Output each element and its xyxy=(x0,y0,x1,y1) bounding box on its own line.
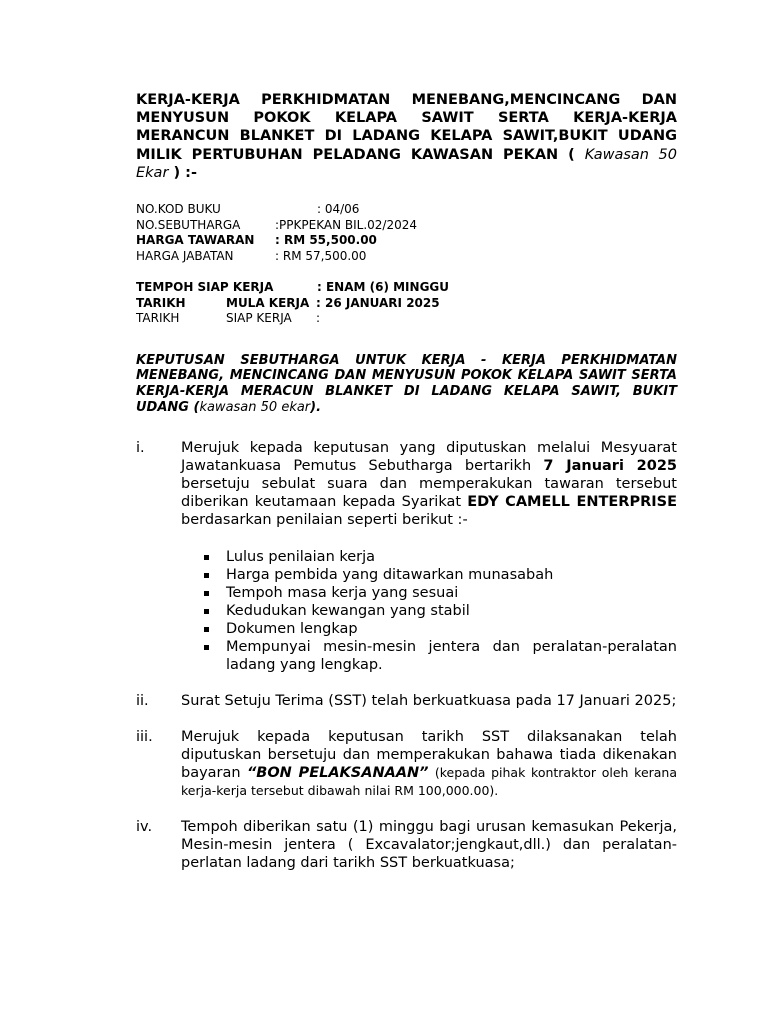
meeting-date: 7 Januari 2025 xyxy=(543,458,677,475)
sebutharga-value: :PPKPEKAN BIL.02/2024 xyxy=(275,217,417,232)
criteria-item xyxy=(181,602,677,620)
criteria-item xyxy=(181,584,677,602)
mula-kerja-value: : 26 JANUARI 2025 xyxy=(316,295,440,310)
item-number: iii. xyxy=(136,729,153,746)
item-ii-text: Surat Setuju Terima (SST) telah berkuatkuasa pada 17 Januari 2025; xyxy=(181,693,677,710)
info-row-harga-tawaran xyxy=(136,233,677,249)
harga-tawaran-value: : RM 55,500.00 xyxy=(275,233,377,248)
criteria-text: Dokumen lengkap xyxy=(226,621,358,638)
siap-kerja-label: SIAP KERJA xyxy=(226,311,292,326)
harga-jabatan-value: : RM 57,500.00 xyxy=(275,248,367,263)
siap-kerja-value: : xyxy=(316,311,321,326)
square-bullet-icon xyxy=(204,609,209,614)
tarikh-label: TARIKH xyxy=(136,295,186,310)
criteria-text: Mempunyai mesin-mesin jentera dan peralatan-peralatan ladang yang lengkap. xyxy=(226,639,677,674)
title-end-text: ) :- xyxy=(173,164,197,181)
item-iii-text-1: Merujuk kepada keputusan tarikh SST dilaksanakan telah diputuskan bersetuju dan memperakukan bahawa tiada dikenakan bayaran xyxy=(181,729,677,782)
info-row-sebutharga xyxy=(136,218,677,234)
document-page xyxy=(136,91,677,872)
item-iii xyxy=(136,728,677,800)
tempoh-label: TEMPOH SIAP KERJA xyxy=(136,280,274,295)
item-ii xyxy=(136,692,677,710)
criteria-item xyxy=(181,620,677,638)
decision-end-text: ). xyxy=(310,399,322,415)
square-bullet-icon xyxy=(204,555,209,560)
item-iv xyxy=(136,818,677,872)
decision-heading xyxy=(136,353,677,416)
mula-kerja-label: MULA KERJA xyxy=(226,295,310,310)
item-i-text-2: bersetuju sebulat suara dan memperakukan tawaran tersebut diberikan keutamaan kepada Syarikat xyxy=(181,476,677,511)
schedule-info-block xyxy=(136,280,677,327)
square-bullet-icon xyxy=(204,627,209,632)
tender-info-block xyxy=(136,202,677,264)
info-row-kod-buku xyxy=(136,202,677,218)
item-number: ii. xyxy=(136,693,149,710)
info-row-siap-kerja xyxy=(136,311,677,327)
criteria-text: Tempoh masa kerja yang sesuai xyxy=(226,585,459,602)
criteria-item xyxy=(181,548,677,566)
tarikh-label: TARIKH xyxy=(136,311,180,326)
info-row-tempoh xyxy=(136,280,677,296)
decision-text: KEPUTUSAN SEBUTHARGA UNTUK KERJA - KERJA PERKHIDMATAN MENEBANG, MENCINCANG DAN MENYUSUN POKOK KELAPA SAWIT SERTA KERJA-KERJA MERACUN BLANKET DI LADANG KELAPA SAWIT, BUKIT UDANG ( xyxy=(136,352,677,415)
square-bullet-icon xyxy=(204,591,209,596)
item-number: i. xyxy=(136,440,145,457)
item-i-text-3: berdasarkan penilaian seperti berikut :- xyxy=(181,512,468,529)
criteria-text: Kedudukan kewangan yang stabil xyxy=(226,603,470,620)
harga-jabatan-label: HARGA JABATAN xyxy=(136,248,234,263)
decision-area-text: kawasan 50 ekar xyxy=(199,399,311,415)
item-i xyxy=(136,439,677,674)
item-iv-text: Tempoh diberikan satu (1) minggu bagi urusan kemasukan Pekerja, Mesin-mesin jentera ( Excavalator;jengkaut,dll.) dan peralatan-perlatan ladang dari tarikh SST berkuatkuasa; xyxy=(181,819,677,872)
criteria-item xyxy=(181,638,677,674)
bon-pelaksanaan-text: “BON PELAKSANAAN” xyxy=(246,765,429,782)
item-iii-text-2: (kepada pihak kontraktor oleh kerana kerja-kerja tersebut dibawah nilai RM 100,000.00). xyxy=(181,765,678,799)
kod-buku-value: : 04/06 xyxy=(317,202,360,217)
info-row-harga-jabatan xyxy=(136,249,677,265)
criteria-list xyxy=(181,548,677,674)
decision-items xyxy=(136,439,677,872)
square-bullet-icon xyxy=(204,645,209,650)
sebutharga-label: NO.SEBUTHARGA xyxy=(136,217,241,232)
square-bullet-icon xyxy=(204,573,209,578)
item-i-text-1: Merujuk kepada keputusan yang diputuskan melalui Mesyuarat Jawatankuasa Pemutus Sebutharga bertarikh xyxy=(181,440,677,475)
company-name: EDY CAMELL ENTERPRISE xyxy=(467,494,677,511)
tempoh-value: : ENAM (6) MINGGU xyxy=(317,280,450,295)
criteria-text: Harga pembida yang ditawarkan munasabah xyxy=(226,567,554,584)
kod-buku-label: NO.KOD BUKU xyxy=(136,202,221,217)
info-row-mula-kerja xyxy=(136,296,677,312)
harga-tawaran-label: HARGA TAWARAN xyxy=(136,233,255,248)
title-main-text: KERJA-KERJA PERKHIDMATAN MENEBANG,MENCINCANG DAN MENYUSUN POKOK KELAPA SAWIT SERTA KERJA-KERJA MERANCUN BLANKET DI LADANG KELAPA SAWIT,BUKIT UDANG MILIK PERTUBUHAN PELADANG KAWASAN PEKAN ( xyxy=(136,92,677,163)
title-area-text: Kawasan 50 Ekar xyxy=(136,146,677,181)
criteria-text: Lulus penilaian kerja xyxy=(226,549,376,566)
item-number: iv. xyxy=(136,819,153,836)
document-title xyxy=(136,91,677,182)
criteria-item xyxy=(181,566,677,584)
